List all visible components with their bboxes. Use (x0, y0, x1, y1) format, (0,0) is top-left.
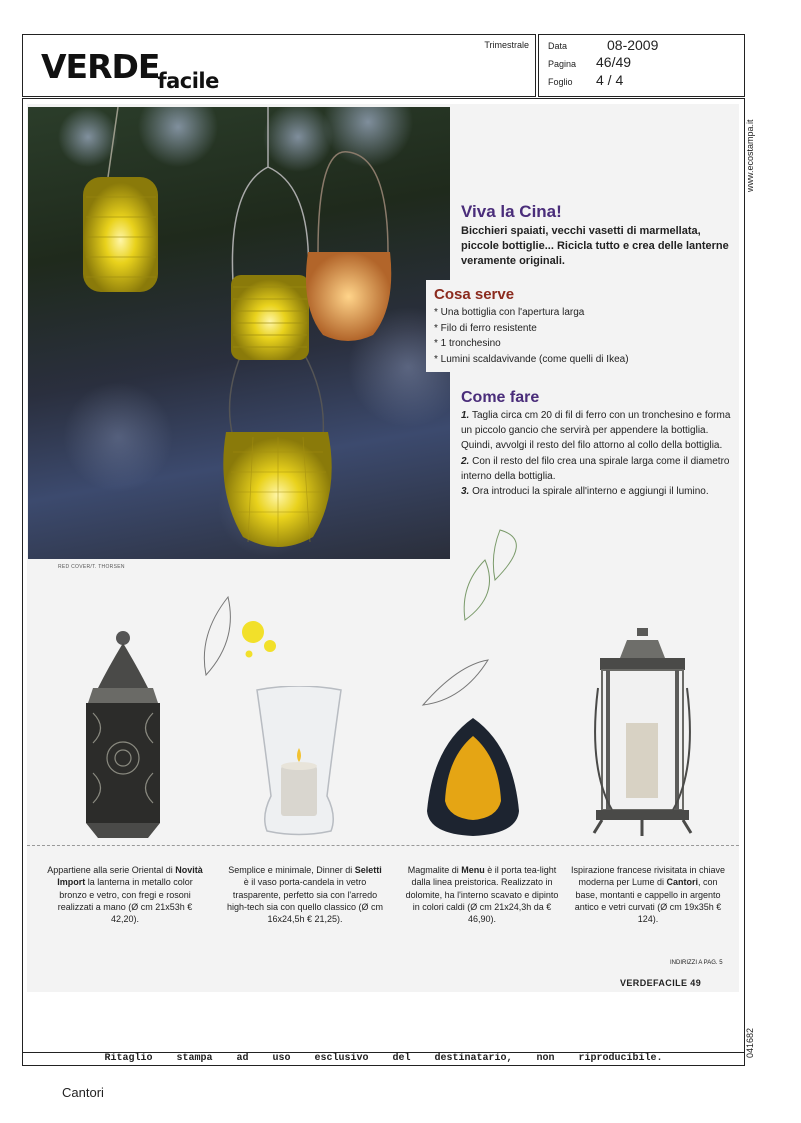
side-url: www.ecostampa.it (745, 119, 755, 192)
photo-credit: RED COVER/T. THORSEN (58, 564, 125, 570)
product-caption (45, 864, 205, 925)
list-item: * Filo di ferro resistente (434, 322, 537, 334)
sheet-label: Foglio (548, 77, 573, 87)
periodicity: Trimestrale (484, 40, 529, 50)
sheet-value: 4 / 4 (596, 72, 624, 88)
caption-text: Semplice e minimale, Dinner di (228, 865, 355, 875)
caption-text: Magmalite di (407, 865, 462, 875)
caption-brand: Menu (461, 865, 485, 875)
caption-brand: Seletti (354, 865, 382, 875)
materials-heading: Cosa serve (434, 286, 515, 303)
caption-text: Ispirazione francese rivisitata in chiave moderna per Lume di (570, 865, 726, 888)
page-label: Pagina (548, 59, 577, 69)
glass-candle-vase-icon (253, 686, 345, 838)
logo-main: VERDE (41, 47, 160, 86)
magazine-logo (41, 47, 219, 93)
products-divider (27, 845, 739, 846)
dots-icon (238, 620, 283, 665)
date-value: 08-2009 (607, 37, 659, 53)
copyright-notice: Ritaglio stampa ad uso esclusivo del destinatario, non riproducibile. (104, 1053, 663, 1064)
list-item: * Lumini scaldavivande (come quelli di Ikea) (434, 353, 629, 365)
page-value: 46/49 (596, 54, 632, 70)
step-text: Con il resto del filo crea una spirale larga come il diametro interno della bottiglia. (461, 455, 730, 482)
french-lantern-icon (590, 628, 695, 840)
caption-text: , con base, montanti e cappello in argento antico e vetri curvati (Ø cm 19x35h € 124). (574, 877, 722, 925)
page-folio: VERDEFACILE 49 (620, 978, 702, 988)
date-label: Data (548, 41, 568, 51)
lanterns-photo (28, 107, 450, 559)
caption-text: la lanterna in metallo color bronzo e vetro, con fregi e rosoni realizzati a mano (Ø cm 21x53h € 42,20). (57, 877, 193, 925)
step (461, 484, 736, 499)
list-item: * 1 tronchesino (434, 338, 501, 349)
product-caption (568, 864, 728, 925)
step-number: 2. (461, 455, 470, 467)
article-intro: Bicchieri spaiati, vecchi vasetti di marmellata, piccole bottiglie... Ricicla tutto e crea delle lanterne veramente originali. (461, 225, 729, 267)
leaf-icon (198, 595, 238, 680)
product-caption (402, 864, 562, 925)
source-label: Cantori (62, 1085, 104, 1100)
step-number: 3. (461, 486, 470, 498)
caption-text: è il porta tea-light dalla linea preistorica. Realizzato in dolomite, ha l'interno scavato e dipinto in colori caldi (Ø cm 21x24,3h da € 46,90). (405, 865, 559, 925)
instructions-heading: Come fare (461, 389, 540, 406)
product-caption (225, 864, 385, 925)
materials-list (434, 305, 629, 367)
side-code: 041682 (745, 1027, 755, 1058)
step-number: 1. (461, 410, 470, 421)
step (461, 454, 736, 484)
logo-sub: facile (157, 69, 219, 93)
magmalite-tealight-icon (425, 716, 521, 838)
step-text: Taglia circa cm 20 di fil di ferro con un tronchesino e forma un piccolo gancio che servirà per appendere la bottiglia. Quindi, avvolgi il resto del filo attorno al collo della bottiglia. (461, 410, 731, 452)
instructions-steps (461, 408, 736, 499)
caption-brand: Cantori (666, 877, 699, 888)
header-meta-box (538, 34, 745, 97)
list-item: * Una bottiglia con l'apertura larga (434, 307, 585, 318)
caption-brand: Novità Import (57, 865, 203, 888)
caption-text: è il vaso porta-candela in vetro trasparente, perfetto sia con l'arredo high-tech sia con quello classico (Ø cm 16x24,5h € 21,25). (226, 877, 384, 925)
article-title: Viva la Cina! (461, 202, 562, 221)
step-text: Ora introduci la spirale all'interno e aggiungi il lumino. (472, 486, 709, 498)
oriental-lantern-icon (78, 628, 168, 840)
leaf-icon (418, 655, 493, 710)
leaf-icon (455, 525, 545, 625)
caption-text: Appartiene alla serie Oriental di (47, 865, 176, 875)
step (461, 408, 736, 454)
header-logo-box (22, 34, 536, 97)
addresses-note: INDIRIZZI A PAG. 5 (670, 960, 723, 966)
